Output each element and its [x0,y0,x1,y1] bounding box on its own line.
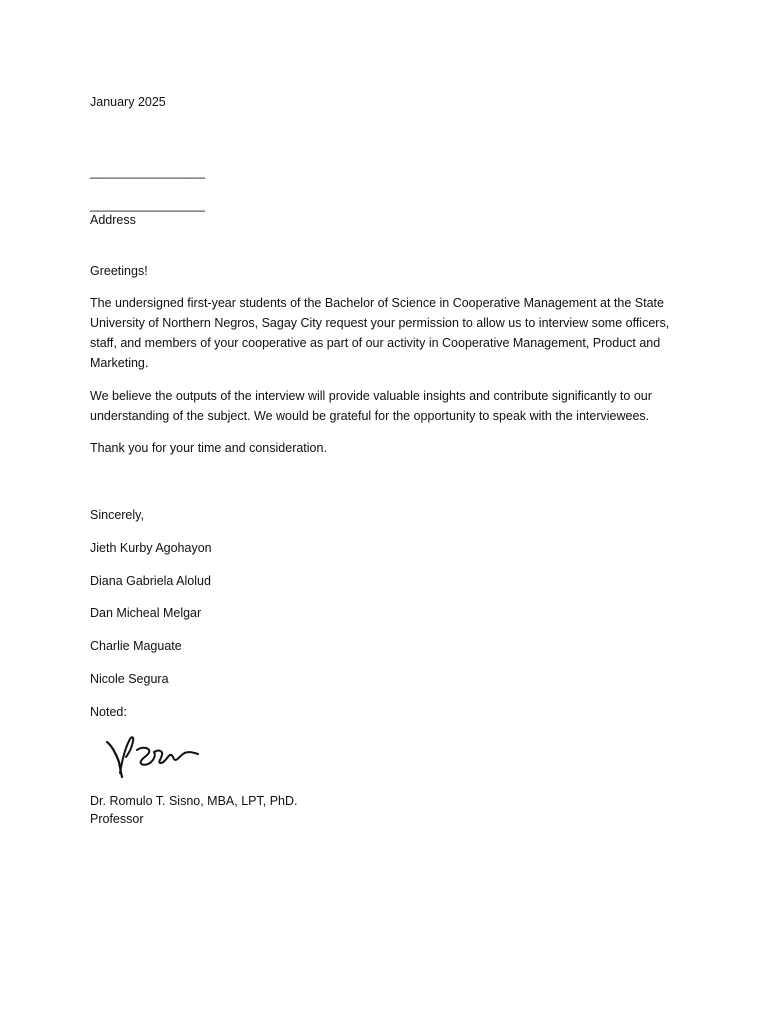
body-paragraph-2: We believe the outputs of the interview will provide valuable insights and contribute significantly to our understanding of the subject. We would be grateful for the opportunity to speak with the interviewees. [90,389,652,423]
student-name: Nicole Segura [90,672,169,686]
recipient-blank-line-2: _________________ [90,198,205,212]
student-name: Dan Micheal Melgar [90,606,202,620]
student-name: Jieth Kurby Agohayon [90,541,212,555]
body-paragraph-1: The undersigned first-year students of the Bachelor of Science in Cooperative Management at the State University of Northern Negros, Sagay City request your permission to allow us to interview some officers, staff, and members of your cooperative as part of our activity in Cooperative Management, Product and Marketing. [90,296,670,370]
greeting: Greetings! [90,264,148,278]
professor-name: Dr. Romulo T. Sisno, MBA, LPT, PhD. [90,794,298,808]
student-name: Diana Gabriela Alolud [90,574,211,588]
letter-date: January 2025 [90,95,166,109]
professor-title: Professor [90,812,144,826]
handwritten-signature-icon [103,733,201,779]
student-name: Charlie Maguate [90,639,182,653]
closing: Sincerely, [90,508,144,522]
body-paragraph-3: Thank you for your time and consideration. [90,441,327,455]
address-label: Address [90,213,136,227]
recipient-blank-line-1: _________________ [90,165,205,179]
noted-label: Noted: [90,705,127,719]
